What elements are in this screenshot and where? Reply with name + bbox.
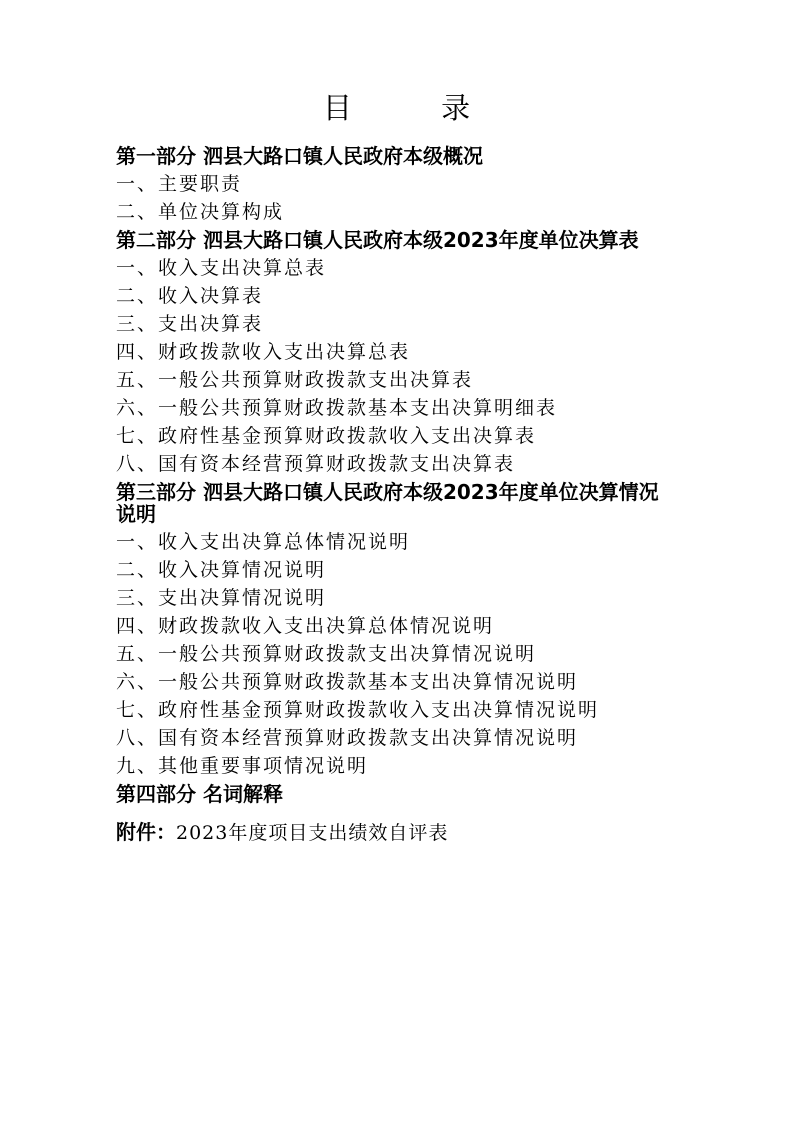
appendix-label: 附件： (116, 820, 176, 844)
toc-item[interactable]: 二、收入决算情况说明 (116, 559, 327, 581)
toc-item[interactable]: 一、收入支出决算总体情况说明 (116, 531, 411, 553)
appendix-text: 2023年度项目支出绩效自评表 (176, 822, 449, 844)
toc-item[interactable]: 三、支出决算情况说明 (116, 587, 327, 609)
toc-item[interactable]: 三、支出决算表 (116, 313, 264, 335)
toc-part-heading[interactable]: 第二部分 泗县大路口镇人民政府本级2023年度单位决算表 (116, 228, 639, 252)
toc-item[interactable]: 二、单位决算构成 (116, 201, 285, 223)
toc-title: 目 录 (322, 91, 511, 125)
toc-item[interactable]: 九、其他重要事项情况说明 (116, 755, 369, 777)
toc-item[interactable]: 一、主要职责 (116, 173, 243, 195)
toc-item[interactable]: 六、一般公共预算财政拨款基本支出决算情况说明 (116, 671, 579, 693)
toc-part-heading[interactable]: 第三部分 泗县大路口镇人民政府本级2023年度单位决算情况说明 (116, 480, 659, 526)
toc-item[interactable]: 五、一般公共预算财政拨款支出决算情况说明 (116, 643, 537, 665)
toc-part-heading[interactable]: 第一部分 泗县大路口镇人民政府本级概况 (116, 144, 483, 168)
toc-item[interactable]: 八、国有资本经营预算财政拨款支出决算表 (116, 453, 516, 475)
toc-item[interactable]: 七、政府性基金预算财政拨款收入支出决算情况说明 (116, 699, 600, 721)
toc-part-heading[interactable]: 第四部分 名词解释 (116, 782, 283, 806)
toc-item[interactable]: 二、收入决算表 (116, 285, 264, 307)
toc-list (116, 142, 676, 847)
toc-item[interactable]: 四、财政拨款收入支出决算总表 (116, 341, 411, 363)
toc-item[interactable]: 六、一般公共预算财政拨款基本支出决算明细表 (116, 397, 558, 419)
toc-item[interactable]: 四、财政拨款收入支出决算总体情况说明 (116, 615, 495, 637)
toc-item[interactable]: 五、一般公共预算财政拨款支出决算表 (116, 369, 474, 391)
toc-item[interactable]: 八、国有资本经营预算财政拨款支出决算情况说明 (116, 727, 579, 749)
toc-appendix[interactable] (116, 818, 676, 847)
toc-item[interactable]: 七、政府性基金预算财政拨款收入支出决算表 (116, 425, 537, 447)
toc-item[interactable]: 一、收入支出决算总表 (116, 257, 327, 279)
